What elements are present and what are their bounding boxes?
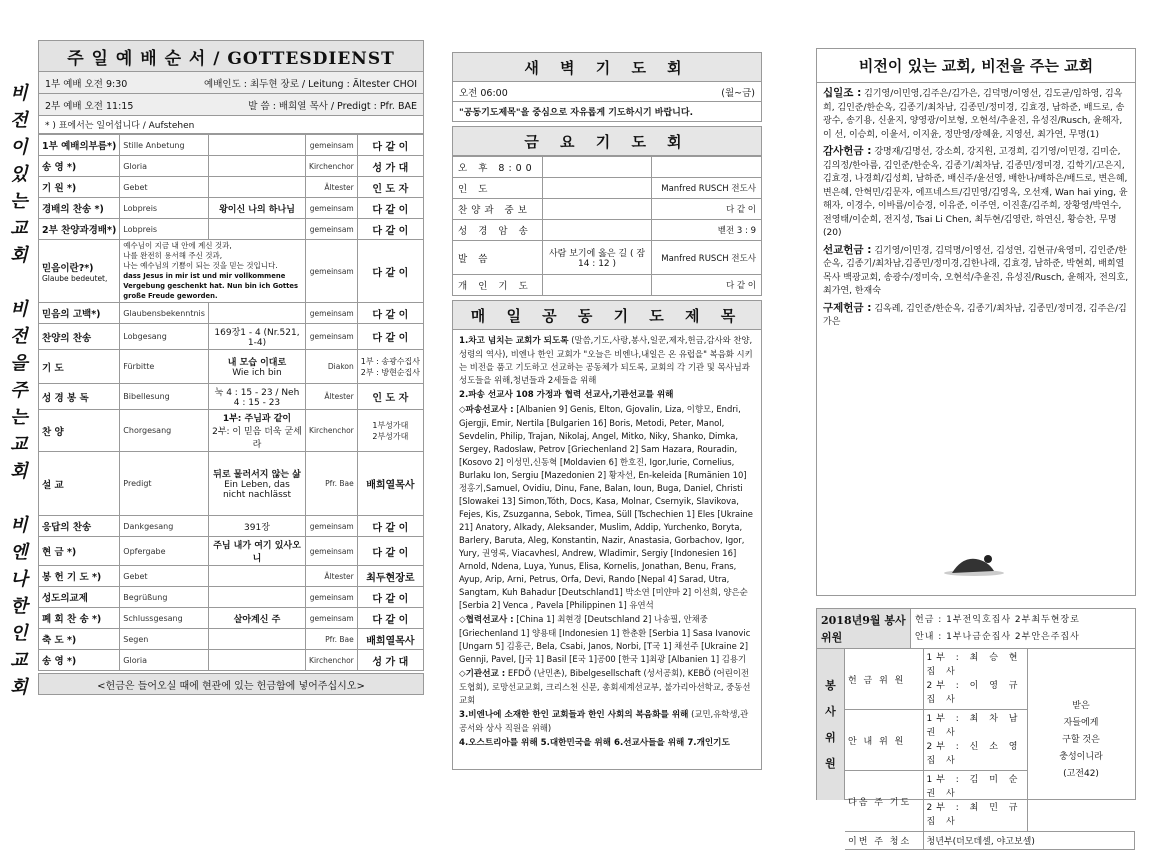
order-row [39, 650, 424, 671]
offering-note: <헌금은 들어오실 때에 현관에 있는 헌금함에 넣어주십시오> [38, 673, 424, 695]
item-leader: 다 같 이 [357, 537, 423, 566]
content-line-1: 1부: 주님과 같이 [222, 414, 292, 424]
daily-prayer-title: 매 일 공 동 기 도 제 목 [452, 300, 762, 330]
item-leader-german: Pfr. Bae [306, 452, 358, 516]
order-row [39, 587, 424, 608]
item-korean: 폐 회 찬 송 *) [39, 608, 120, 629]
item-leader: 성 가 대 [357, 156, 423, 177]
service-info: 예배인도 : 최두현 장로 / Leitung : Ältester CHOI [204, 78, 417, 90]
item-content [208, 156, 305, 177]
item-leader-german: Ältester [306, 384, 358, 410]
item-leader [357, 410, 423, 452]
item-content [208, 410, 305, 452]
volunteer-names [923, 771, 1027, 832]
item-german: Gloria [120, 156, 209, 177]
prayer-item [459, 334, 755, 387]
friday-content: 사람 보기에 옳은 길 ( 잠 14 : 12 ) [543, 241, 652, 275]
dawn-time-row [452, 82, 762, 102]
slogan-char: 비 [10, 299, 28, 320]
standing-note: * ) 표에서는 일어섭니다 / Aufstehen [38, 116, 424, 134]
prayer-heading: ◇기관선교 : [459, 669, 506, 679]
quote-line: 받은 [1072, 700, 1090, 711]
volunteer-role: 다음 주 기도 [845, 771, 923, 832]
item-german: Lobgesang [120, 324, 209, 350]
item-leader-german: gemeinsam [306, 303, 358, 324]
item-leader: 다 같 이 [357, 516, 423, 537]
order-row [39, 156, 424, 177]
scripture-quote [1027, 649, 1135, 832]
friday-content [543, 157, 652, 178]
volunteer-names: 청년부(더모데셀, 야고보셀) [923, 832, 1135, 850]
item-german: Stille Anbetung [120, 135, 209, 156]
content-line-2: Wie ich bin [232, 368, 282, 378]
friday-row [453, 178, 762, 199]
dawn-prayer-title: 새 벽 기 도 회 [452, 52, 762, 82]
faith-german: Glaube bedeutet, [42, 273, 108, 283]
leader-line-2: 2부 : 방현순집사 [360, 367, 420, 377]
content-line-2: 2부: 이 믿음 더욱 굳세라 [212, 427, 302, 450]
slogan-char: 인 [10, 623, 28, 644]
offering-section [823, 87, 1129, 142]
service-row-1 [38, 72, 424, 94]
prayer-item [459, 613, 755, 666]
order-row [39, 198, 424, 219]
faith-question: 믿음이란?*) [42, 262, 94, 274]
item-german: Lobpreis [120, 198, 209, 219]
slogan-char: 교 [10, 434, 28, 455]
item-leader: 배희열목사 [357, 452, 423, 516]
item-leader-german: Kirchenchor [306, 156, 358, 177]
faith-line: 예수님이 지금 내 안에 계신 것과, [123, 241, 232, 250]
item-content [208, 177, 305, 198]
item-leader: 다 같 이 [357, 240, 423, 303]
item-leader: 최두현장로 [357, 566, 423, 587]
friday-leader [652, 157, 762, 178]
prayer-text: [Albanien 9] Genis, Elton, Gjovalin, Liza, 이향모, Endri, Gjergji, Emir, Nertila [Bulgarien 16] Boris, Metodi, Peter, Manol, Sevdelin, Philip, Trajan, Nikolaj, Angel, Mitko, Niky, Shanko, Dimka, Sergey, Radoslaw, Petrov [Griechenland 2] Sam Hazara, Rouradin, [Kosovo 2] 이성민,신동혁 [Moldavien 6] 한호진, Igor,Iurie, Cornelius, Burlaku Ion, Sergiu [Mazedonien 2] 황자선, En-keleida [Rumänien 10] 정홍기,Samuel, Ovidiu, Dinu, Fane, Balan, Ioun, Buga, Daniel, Christi [Slowakei 13] Simon,Tóth, Docs, Kasa, Molnar, Csernyik, Slavikova, Fejes, Kis, Zsuzganna, Sebok, Timea, Süll [Tschechien 1] Eles [Ukraine 21] Anatory, Alkady, Aleksander, Muslim, Addip, Yurchenko, Boryta, Barlery, Baruta, Aleg, Konstantin, Nazir, Anastasia, Gorbachov, Igor, Yury, 권영록, Viacavhesl, Andrew, Wladimir, Sergiy [Indonesien 16] Arnold, Ndena, Luya, Yunus, Elisa, Kornelis, Jonathan, Benu, Frans, Ayup, Arip, Arni, Petrus, Orfa, Devi, Rando [Nepal 4] Sarad, Utra, Sangtam, Kuh Bahadur [Deutschland1] 박소연 [미얀마 2] 이선희, 양은순 [Serbia 2] Venca , Pavela [Philippinen 1] 유연석 [459, 404, 753, 610]
offering-section [823, 145, 1129, 241]
item-german: Chorgesang [120, 410, 209, 452]
content-line-1: 뒤로 물러서지 않는 삶 [213, 470, 301, 480]
prayer-text: (말씀,기도,사랑,봉사,일꾼,제자,헌금,감사와 찬양,성령의 역사), 비엔나 한인 교회가 "오늘은 비엔나,내일은 온 유럽을" 복음화 시키는 비전을 품고 기도하고 선교하는 공동체가 되도록, 교회의 각 기관 및 목사님과 성도들을 위해,청년들과 2세들을 위해 [459, 335, 753, 385]
item-leader: 인 도 자 [357, 177, 423, 198]
quote-line: 구할 것은 [1062, 734, 1100, 745]
item-content: 살아계신 주 [208, 608, 305, 629]
offering-type: 구제헌금 : [823, 301, 872, 314]
item-leader-german: gemeinsam [306, 516, 358, 537]
volunteer-role: 안 내 위 원 [845, 710, 923, 771]
item-german: Dankgesang [120, 516, 209, 537]
friday-content [543, 178, 652, 199]
item-german: Gloria [120, 650, 209, 671]
order-row [39, 135, 424, 156]
offering-section [823, 302, 1129, 330]
item-content: 눅 4 : 15 - 23 / Neh 4 : 15 - 23 [208, 384, 305, 410]
prayer-heading: 3.비엔나에 소재한 한인 교회들과 한인 사회의 복음화를 위해 [459, 710, 689, 720]
order-row [39, 608, 424, 629]
item-leader: 배희열목사 [357, 629, 423, 650]
prayer-panel [452, 52, 762, 800]
item-leader: 다 같 이 [357, 587, 423, 608]
item-leader-german: Ältester [306, 177, 358, 198]
offering-names: 김기영/이민경, 김덕명/이영선, 김성연, 김현규/육영미, 김인준/한순옥, 김종기/최차남,김종민/정미경,김한나래, 김효경, 남하준, 박현희, 배희열목사 백광교회, 송광수/정미숙, 오현석/추윤진, 유성진/Rusch, 윤해자, 전의호, 최가연, 한재숙 [823, 245, 1129, 296]
slogan-char: 회 [10, 245, 28, 266]
slogan-char: 교 [10, 218, 28, 239]
item-leader: 성 가 대 [357, 650, 423, 671]
order-row [39, 219, 424, 240]
side-char: 봉 [825, 678, 836, 692]
prayer-item [459, 736, 755, 750]
offering-names: 김옥례, 김인준/한순옥, 김종기/최차남, 김종민/정미경, 김주은/김가은 [823, 303, 1127, 327]
item-german: Gebet [120, 177, 209, 198]
prayer-text: [China 1] 최현경 [Deutschland 2] 나송필, 안채중 [Griechenland 1] 양용태 [Indonesien 1] 한춘환 [Serbia 1] Sasa Ivanovic [Ungarn 5] 김흥근, Bela, Csabi, Janos, Norbi, [T국 1] 채선주 [Ukraine 2] Gennji, Pavel, [J국 1] Basil [E국 1]공00 [한국 1]최광 [Albanien 1] 김용기 [459, 614, 751, 664]
prayer-item [459, 667, 755, 707]
service-row-2 [38, 94, 424, 116]
faith-line: 나는 예수님의 기쁨이 되는 것을 믿는 것입니다. [123, 261, 278, 270]
friday-label: 개 인 기 도 [453, 275, 543, 296]
worship-order-panel [38, 40, 424, 800]
leader-line-2: 2부성가대 [372, 431, 409, 441]
friday-prayer-title: 금 요 기 도 회 [452, 126, 762, 156]
faith-content [120, 240, 306, 303]
item-content [208, 452, 305, 516]
volunteer-title: 2018년9월 봉사위원 [817, 609, 911, 648]
offering-type: 선교헌금 : [823, 243, 872, 256]
item-korean: 찬 양 [39, 410, 120, 452]
item-german: Schlussgesang [120, 608, 209, 629]
friday-content [543, 199, 652, 220]
name-line-1: 1부 : 최 차 남 권 사 [926, 714, 1022, 738]
friday-leader: Manfred RUSCH 전도사 [652, 241, 762, 275]
item-content [208, 587, 305, 608]
friday-leader: 다 같 이 [652, 275, 762, 296]
service-name: 1부 예배 오전 9:30 [45, 78, 128, 90]
item-korean: 축 도 *) [39, 629, 120, 650]
item-korean: 송 영 *) [39, 650, 120, 671]
friday-label: 오 후 8:00 [453, 157, 543, 178]
item-content [208, 303, 305, 324]
offering-names: 강명재/김명선, 강소희, 강지원, 고경희, 김기영/이민경, 김미순, 김의정/한아름, 김인준/한순옥, 김종기/최차남, 김종민/정미경, 김학기/고은지, 김효경, 나경희/김성희, 남하준, 배신주/윤선영, 배한나/배하은/배드로, 변은혜, 변은혜, 안혁민/김문자, 에프네스트/김민영/김영옥, 오선재, Wan hai ying, 윤해자, 이경수, 이바름/이승경, 이유준, 이주연, 이진훈/김주희, 장황영/박연수, 전영태/이순희, 전지성, Tsai Li Chen, 최두현/김영란, 하연신, 황승찬, 무명(20) [823, 147, 1128, 238]
item-korean: 기 원 *) [39, 177, 120, 198]
item-leader-german: gemeinsam [306, 219, 358, 240]
item-content: 391장 [208, 516, 305, 537]
slogan-char: 있 [10, 164, 28, 185]
volunteer-names [923, 649, 1027, 710]
item-leader-german: Kirchenchor [306, 410, 358, 452]
offering-panel [816, 48, 1136, 847]
service-info: 발 씀 : 배희열 목사 / Predigt : Pfr. BAE [248, 100, 417, 112]
volunteer-summary [911, 609, 1135, 648]
prayer-item [459, 708, 755, 735]
item-german: Fürbitte [120, 350, 209, 384]
side-char: 원 [825, 756, 836, 770]
item-leader-german: gemeinsam [306, 537, 358, 566]
friday-content [543, 275, 652, 296]
item-leader-german: Pfr. Bae [306, 629, 358, 650]
item-content [208, 135, 305, 156]
volunteer-row [845, 832, 1135, 850]
faith-line: 나를 완전히 용서해 주신 것과, [123, 251, 223, 260]
item-korean: 경배의 찬송 *) [39, 198, 120, 219]
offering-title: 비전이 있는 교회, 비전을 주는 교회 [817, 49, 1135, 83]
dawn-note: "공동기도제목"을 중심으로 자유롭게 기도하시기 바랍니다. [452, 102, 762, 122]
item-leader-german: Kirchenchor [306, 650, 358, 671]
item-german: Segen [120, 629, 209, 650]
item-leader [357, 350, 423, 384]
dawn-days: (월~금) [721, 87, 755, 99]
friday-row [453, 241, 762, 275]
volunteer-role: 헌 금 위 원 [845, 649, 923, 710]
offering-names: 김기영/이민영,김주은/김가은, 김덕명/이영선, 김도균/임하영, 김옥희, 김인준/한순옥, 김종기/최차남, 김종민/정미경, 김효경, 남하준, 배드로, 송광수, 송기용, 신윤지, 양영광/이보형, 오현석/추윤진, 유성진/Rusch, 윤해자, 이 선, 이승희, 이윤서, 이지윤, 정만영/장혜윤, 지영선, 최가연, 무명(1) [823, 89, 1125, 140]
order-row [39, 303, 424, 324]
item-leader-german: gemeinsam [306, 324, 358, 350]
item-german: Gebet [120, 566, 209, 587]
slogan-char: 을 [10, 353, 28, 374]
item-leader-german: gemeinsam [306, 135, 358, 156]
volunteer-names [923, 710, 1027, 771]
friday-leader: Manfred RUSCH 전도사 [652, 178, 762, 199]
item-korean: 성 경 봉 독 [39, 384, 120, 410]
order-row [39, 516, 424, 537]
item-content [208, 629, 305, 650]
faith-german-text: dass Jesus in mir ist und mir vollkommene Vergebung geschenkt hat. Nun bin ich Gottes große Freude geworden. [123, 272, 299, 300]
volunteer-role: 이번 주 청소 [845, 832, 923, 850]
item-leader: 다 같 이 [357, 198, 423, 219]
slogan-char: 엔 [10, 542, 28, 563]
prayer-heading: ◇파송선교사 : [459, 405, 514, 415]
item-leader: 다 같 이 [357, 219, 423, 240]
item-korean: 1부 예배의부름*) [39, 135, 120, 156]
item-german: Bibellesung [120, 384, 209, 410]
service-name: 2부 예배 오전 11:15 [45, 100, 134, 112]
prayer-heading: 2.파송 선교사 108 가정과 협력 선교사,기관선교를 위해 [459, 390, 674, 400]
item-korean: 설 교 [39, 452, 120, 516]
friday-content [543, 220, 652, 241]
prayer-item [459, 403, 755, 612]
quote-line: 자들에게 [1063, 717, 1099, 728]
slogan-char [5, 485, 33, 512]
order-row [39, 566, 424, 587]
prayer-text: (교민,유학생,관공서와 상사 직원을 위해) [459, 709, 749, 733]
volunteer-offering: 헌금 : 1부전익호집사 2부최두현장로 [915, 615, 1080, 625]
item-german: Begrüßung [120, 587, 209, 608]
order-table [38, 134, 424, 671]
item-german: Lobpreis [120, 219, 209, 240]
choir-row [39, 410, 424, 452]
volunteer-usher: 안내 : 1부나금순집사 2부안은주집사 [915, 632, 1080, 642]
slogan-char: 는 [10, 191, 28, 212]
item-content [208, 350, 305, 384]
prayer-text: EFDÖ (난민촌), Bibelgesellschaft (성서공회), KEBÖ (어린이전도협회), 로망선교교회, 크리스천 신문, 총회세계선교부, 불가리아선학교, 중동선교회 [459, 668, 751, 705]
item-german: Glaubensbekenntnis [120, 303, 209, 324]
name-line-1: 1부 : 김 미 순 권 사 [926, 775, 1022, 799]
item-leader-german: Ältester [306, 566, 358, 587]
slogan-char: 회 [10, 677, 28, 698]
item-korean: 찬양의 찬송 [39, 324, 120, 350]
prayer-item [459, 388, 755, 402]
prayer-heading: ◇협력선교사 : [459, 615, 514, 625]
content-line-1: 내 모습 이대로 [227, 358, 287, 368]
item-leader: 다 같 이 [357, 324, 423, 350]
praying-figure-icon [942, 549, 1006, 577]
friday-row [453, 275, 762, 296]
item-leader: 인 도 자 [357, 384, 423, 410]
item-content: 왕이신 나의 하나님 [208, 198, 305, 219]
slogan-char: 한 [10, 596, 28, 617]
item-korean: 2부 찬양과경배*) [39, 219, 120, 240]
slogan-char: 비 [10, 83, 28, 104]
leader-line-1: 1부 : 송광수집사 [360, 356, 420, 366]
item-leader: 다 같 이 [357, 135, 423, 156]
item-content: 주님 내가 여기 있사오니 [208, 537, 305, 566]
slogan-char: 전 [10, 326, 28, 347]
prayer-row [39, 350, 424, 384]
offering-box [816, 48, 1136, 596]
order-row [39, 629, 424, 650]
friday-label: 발 씀 [453, 241, 543, 275]
item-leader-german: Diakon [306, 350, 358, 384]
quote-line: (고전42) [1063, 768, 1099, 779]
item-korean [39, 240, 120, 303]
side-char: 위 [825, 730, 836, 744]
volunteer-side-label [817, 649, 845, 800]
offering-type: 십일조 : [823, 87, 862, 99]
name-line-2: 2부 : 최 민 규 집 사 [926, 803, 1022, 827]
friday-table [452, 156, 762, 296]
worship-title: 주 일 예 배 순 서 / GOTTESDIENST [38, 40, 424, 72]
volunteer-header [817, 609, 1135, 649]
name-line-1: 1부 : 최 승 현 집 사 [926, 653, 1022, 677]
prayer-heading: 1.차고 넘치는 교회가 되도록 [459, 336, 569, 346]
content-line-2: Ein Leben, das nicht nachlässt [222, 480, 291, 500]
faith-row [39, 240, 424, 303]
prayer-heading: 4.오스트리아를 위해 5.대한민국을 위해 6.선교사들을 위해 7.개인기도 [459, 738, 730, 748]
dawn-time: 오전 06:00 [459, 87, 508, 99]
volunteer-box [816, 608, 1136, 847]
item-korean: 현 금 *) [39, 537, 120, 566]
item-korean: 봉 헌 기 도 *) [39, 566, 120, 587]
item-german: Opfergabe [120, 537, 209, 566]
vertical-slogan [5, 80, 33, 701]
item-leader-german: gemeinsam [306, 240, 358, 303]
slogan-char: 는 [10, 407, 28, 428]
volunteer-row [845, 649, 1135, 710]
slogan-char: 나 [10, 569, 28, 590]
slogan-char: 전 [10, 110, 28, 131]
side-char: 사 [825, 704, 836, 718]
quote-line: 충성이니라 [1059, 751, 1103, 762]
friday-label: 인 도 [453, 178, 543, 199]
leader-line-1: 1부성가대 [372, 420, 409, 430]
order-row [39, 324, 424, 350]
friday-row [453, 220, 762, 241]
item-leader: 다 같 이 [357, 303, 423, 324]
sermon-row [39, 452, 424, 516]
order-row [39, 537, 424, 566]
item-content [208, 650, 305, 671]
slogan-char: 회 [10, 461, 28, 482]
item-leader: 다 같 이 [357, 608, 423, 629]
name-line-2: 2부 : 이 영 규 집 사 [926, 681, 1022, 705]
item-korean: 믿음의 고백*) [39, 303, 120, 324]
item-content [208, 566, 305, 587]
name-line-2: 2부 : 신 소 영 집 사 [926, 742, 1022, 766]
offering-section [823, 244, 1129, 299]
volunteer-grid [817, 649, 1135, 847]
item-leader-german: gemeinsam [306, 587, 358, 608]
item-content: 169장1 - 4 (Nr.521, 1-4) [208, 324, 305, 350]
offering-type: 감사헌금 : [823, 145, 872, 157]
friday-label: 성 경 암 송 [453, 220, 543, 241]
friday-leader: 벧전 3 : 9 [652, 220, 762, 241]
daily-prayer-list [452, 330, 762, 770]
slogan-char [5, 269, 33, 296]
slogan-char: 교 [10, 650, 28, 671]
order-row [39, 384, 424, 410]
item-content [208, 219, 305, 240]
friday-row [453, 199, 762, 220]
item-korean: 성도의교제 [39, 587, 120, 608]
item-leader-german: gemeinsam [306, 198, 358, 219]
item-leader-german: gemeinsam [306, 608, 358, 629]
friday-label: 찬양과 중보 [453, 199, 543, 220]
item-korean: 응답의 찬송 [39, 516, 120, 537]
friday-leader: 다 같 이 [652, 199, 762, 220]
slogan-char: 이 [10, 137, 28, 158]
slogan-char: 주 [10, 380, 28, 401]
order-row [39, 177, 424, 198]
friday-row [453, 157, 762, 178]
slogan-char: 비 [10, 515, 28, 536]
item-german: Predigt [120, 452, 209, 516]
item-korean: 송 영 *) [39, 156, 120, 177]
item-korean: 기 도 [39, 350, 120, 384]
